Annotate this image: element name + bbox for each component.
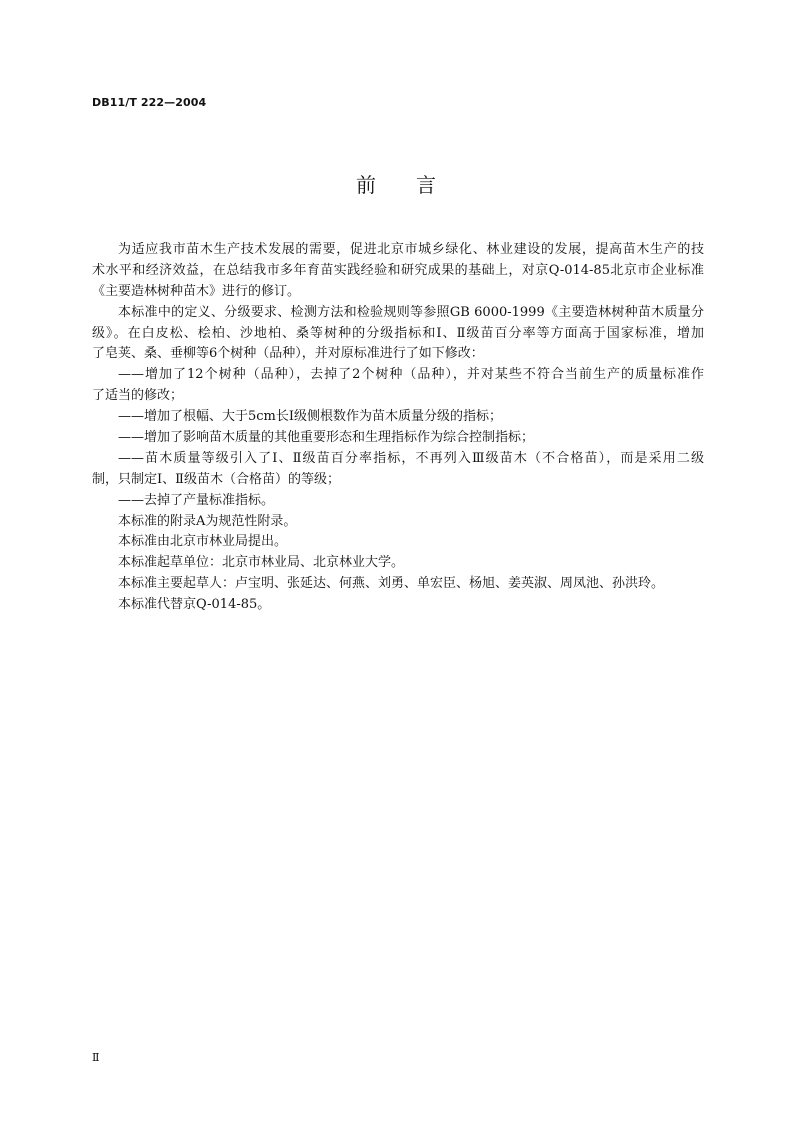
text-line: ——增加了根幅、大于5cm长Ⅰ级侧根数作为苗木质量分级的指标；	[118, 409, 503, 425]
paragraph-drafters	[92, 574, 704, 595]
text-line: 本标准起草单位：北京市林业局、北京林业大学。	[118, 555, 405, 571]
text-line: ——苗木质量等级引入了Ⅰ、Ⅱ级苗百分率指标，不再列入Ⅲ级苗木（不合格苗），而是采用二级	[118, 450, 704, 466]
text-line: 本标准代替京Q-014-85。	[118, 597, 271, 613]
text-line: 级》。在白皮松、桧柏、沙地柏、桑等树种的分级指标和Ⅰ、Ⅱ级苗百分率等方面高于国家标准，增加	[92, 325, 704, 341]
page-number: Ⅱ	[92, 1051, 100, 1064]
text-line: 了适当的修改；	[92, 388, 184, 404]
paragraph-appendix	[92, 512, 704, 533]
change-item	[92, 449, 704, 491]
foreword-body	[92, 240, 704, 616]
text-line: 本标准主要起草人：卢宝明、张延达、何燕、刘勇、单宏臣、杨旭、姜英淑、周凤池、孙洪玲。	[118, 576, 665, 592]
text-line: ——增加了影响苗木质量的其他重要形态和生理指标作为综合控制指标；	[118, 430, 535, 446]
change-item	[92, 365, 704, 407]
change-item	[92, 491, 704, 512]
text-line: ——去掉了产量标准指标。	[118, 492, 275, 508]
paragraph-replaces	[92, 595, 704, 616]
text-line: 本标准由北京市林业局提出。	[118, 534, 288, 550]
paragraph-reference-standard	[92, 303, 704, 366]
text-line: 制，只制定Ⅰ、Ⅱ级苗木（合格苗）的等级；	[92, 471, 340, 487]
text-line: 为适应我市苗木生产技术发展的需要，促进北京市城乡绿化、林业建设的发展，提高苗木生产的技	[118, 242, 704, 257]
change-item	[92, 428, 704, 449]
document-code: DB11/T 222—2004	[92, 96, 207, 109]
text-line: ——增加了12个树种（品种），去掉了2个树种（品种），并对某些不符合当前生产的质量标准作	[118, 367, 704, 383]
paragraph-purpose	[92, 240, 704, 303]
text-line: 术水平和经济效益，在总结我市多年育苗实践经验和研究成果的基础上，对京Q-014-85北京市企业标准	[92, 262, 704, 278]
section-title: 前 言	[356, 173, 436, 197]
paragraph-drafting-units	[92, 553, 704, 574]
text-line: 了皂荚、桑、垂柳等6个树种（品种），并对原标准进行了如下修改：	[92, 346, 484, 362]
text-line: 本标准的附录A为规范性附录。	[118, 513, 297, 529]
change-item	[92, 407, 704, 428]
text-line: 《主要造林树种苗木》进行的修订。	[92, 283, 301, 299]
paragraph-proposer	[92, 532, 704, 553]
text-line: 本标准中的定义、分级要求、检测方法和检验规则等参照GB 6000-1999《主要造林树种苗木质量分	[118, 304, 704, 320]
